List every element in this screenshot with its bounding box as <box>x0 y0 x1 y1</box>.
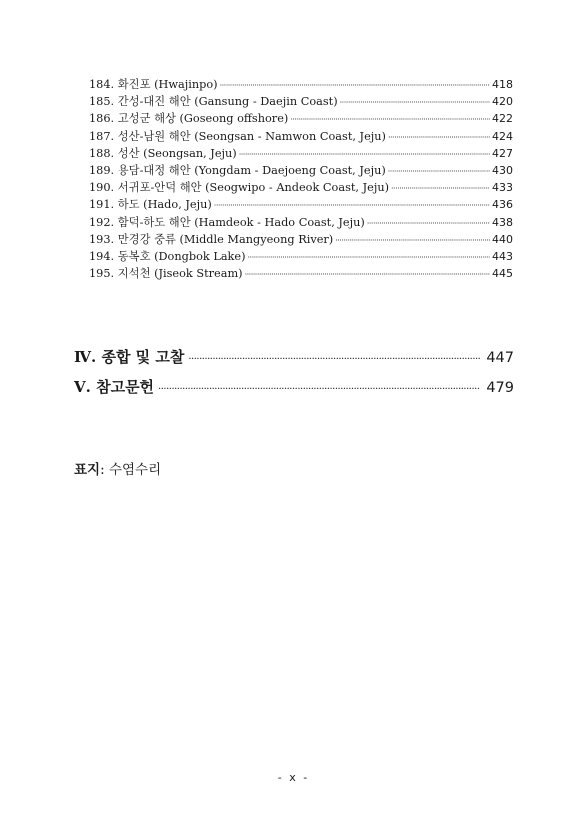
dot-leader <box>239 146 490 163</box>
toc-entry-page: 420 <box>492 95 513 109</box>
toc-entry-page: 433 <box>492 181 513 195</box>
page-number: - x - <box>277 771 310 784</box>
toc-entry-title: 186. 고성군 해상 (Goseong offshore) <box>89 112 289 126</box>
dot-leader <box>220 77 490 94</box>
dot-leader <box>188 349 480 371</box>
dot-leader <box>388 163 490 180</box>
toc-entry[interactable] <box>89 110 513 127</box>
dot-leader <box>158 379 480 401</box>
toc-entry-page: 440 <box>492 232 513 246</box>
dot-leader <box>367 215 490 232</box>
toc-entry-page: 422 <box>492 112 513 126</box>
toc-entry-page: 424 <box>492 129 513 143</box>
toc-entry[interactable] <box>89 76 513 93</box>
toc-chapter-iv[interactable] <box>74 346 514 371</box>
toc-chapter-title: Ⅳ. 종합 및 고찰 <box>74 348 185 366</box>
cover-caption-label: 표지 <box>74 462 101 478</box>
toc-entry[interactable] <box>89 265 513 282</box>
dot-leader <box>245 266 490 283</box>
toc-entry-title: 193. 만경강 중류 (Middle Mangyeong River) <box>89 232 334 246</box>
toc-entry[interactable] <box>89 93 513 110</box>
toc-chapter-page: 479 <box>486 380 514 396</box>
toc-chapter-page: 447 <box>486 350 514 366</box>
cover-caption-separator: : <box>100 462 105 478</box>
toc-entry[interactable] <box>89 162 513 179</box>
toc-entry-title: 184. 화진포 (Hwajinpo) <box>89 78 218 91</box>
toc-entry-title: 189. 용담-대정 해안 (Yongdam - Daejoeng Coast, Jeju) <box>89 163 386 177</box>
toc-chapter-v[interactable] <box>74 376 514 401</box>
toc-entry-page: 438 <box>492 215 513 229</box>
toc-entry-page: 427 <box>492 146 513 160</box>
toc-entry-page: 430 <box>492 163 513 177</box>
toc-chapter-title: Ⅴ. 참고문헌 <box>74 378 155 396</box>
toc-entry[interactable] <box>89 128 513 145</box>
dot-leader <box>340 94 490 111</box>
toc-entry-page: 443 <box>492 249 513 263</box>
toc-entry-page: 436 <box>492 198 513 212</box>
toc-entry-page: 418 <box>492 78 513 91</box>
cover-caption <box>74 458 161 478</box>
cover-caption-value: 수염수리 <box>108 462 162 478</box>
dot-leader <box>248 249 491 266</box>
toc-entry-title: 191. 하도 (Hado, Jeju) <box>89 198 212 212</box>
toc-entry[interactable] <box>89 248 513 265</box>
dot-leader <box>388 129 490 146</box>
toc-entry[interactable] <box>89 196 513 213</box>
toc-entry-title: 187. 성산-남원 해안 (Seongsan - Namwon Coast, Jeju) <box>89 129 386 143</box>
dot-leader <box>335 232 490 249</box>
toc-entry-title: 190. 서귀포-안덕 해안 (Seogwipo - Andeok Coast, Jeju) <box>89 181 390 195</box>
dot-leader <box>391 180 490 197</box>
toc-entry[interactable] <box>89 231 513 248</box>
toc-subsection-list <box>89 76 513 282</box>
toc-entry[interactable] <box>89 179 513 196</box>
toc-entry[interactable] <box>89 214 513 231</box>
toc-entry[interactable] <box>89 145 513 162</box>
toc-entry-title: 185. 간성-대진 해안 (Gansung - Daejin Coast) <box>89 95 338 109</box>
dot-leader <box>214 197 490 214</box>
toc-entry-title: 194. 동복호 (Dongbok Lake) <box>89 249 246 263</box>
dot-leader <box>290 111 490 128</box>
toc-entry-page: 445 <box>492 267 513 281</box>
toc-entry-title: 188. 성산 (Seongsan, Jeju) <box>89 146 237 160</box>
toc-entry-title: 192. 함덕-하도 해안 (Hamdeok - Hado Coast, Jeju) <box>89 215 365 229</box>
toc-entry-title: 195. 지석천 (Jiseok Stream) <box>89 267 243 281</box>
